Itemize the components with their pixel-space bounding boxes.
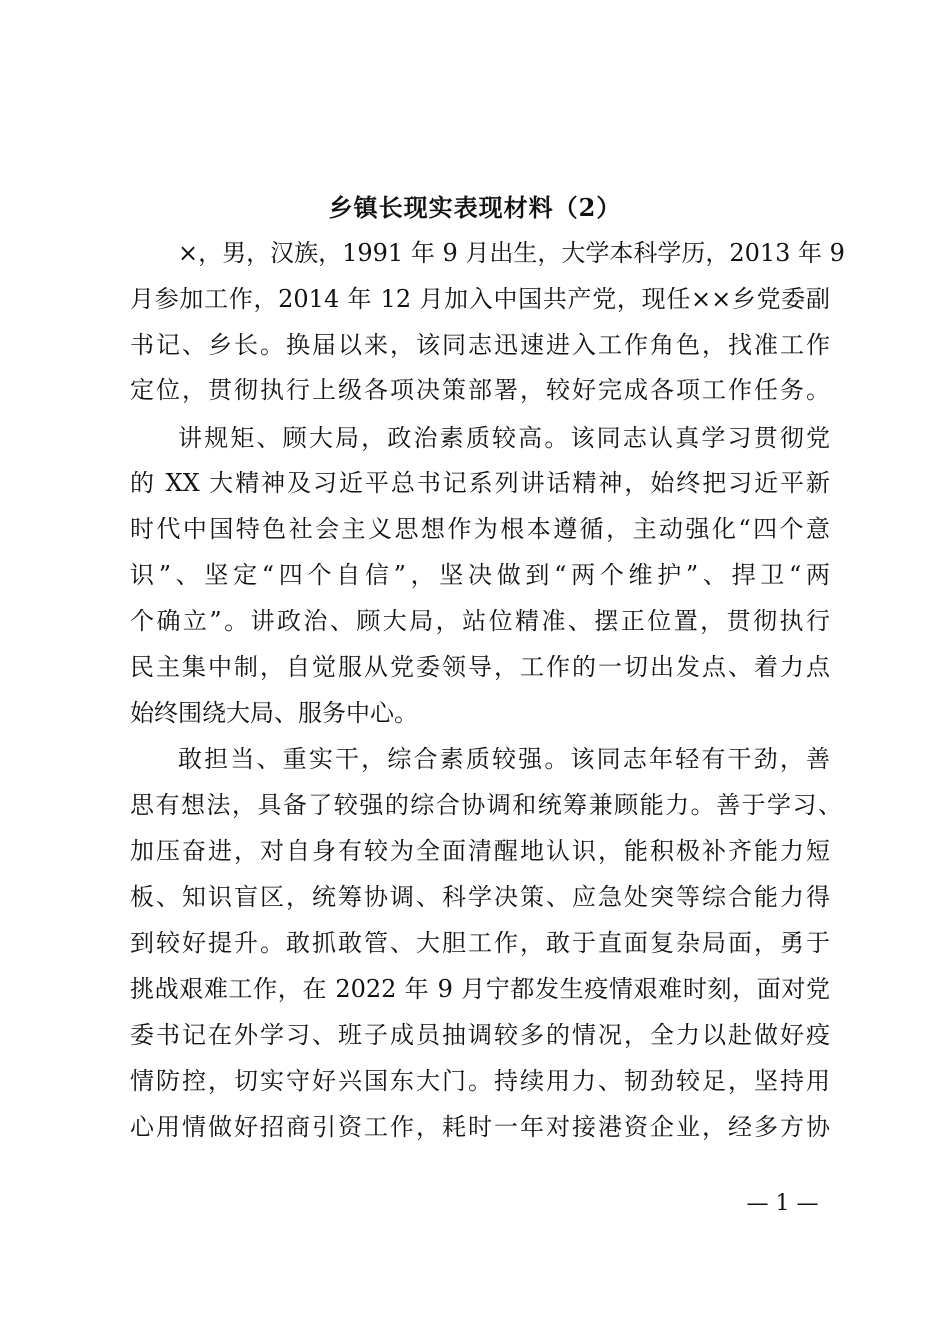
paragraph-3-line-6: 挑战艰难工作，在 2022 年 9 月宁都发生疫情艰难时刻，面对党 xyxy=(130,975,830,1003)
paragraph-1-line-4: 定位，贯彻执行上级各项决策部署，较好完成各项工作任务。 xyxy=(130,376,830,404)
paragraph-2-line-5: 个确立”。讲政治、顾大局，站位精准、摆正位置，贯彻执行 xyxy=(130,607,830,635)
paragraph-2-line-2: 的 XX 大精神及习近平总书记系列讲话精神，始终把习近平新 xyxy=(130,469,830,497)
paragraph-3-line-7: 委书记在外学习、班子成员抽调较多的情况，全力以赴做好疫 xyxy=(130,1021,830,1049)
paragraph-1-line-3: 书记、乡长。换届以来，该同志迅速进入工作角色，找准工作 xyxy=(130,331,830,359)
paragraph-3-line-3: 加压奋进，对自身有较为全面清醒地认识，能积极补齐能力短 xyxy=(130,837,830,865)
paragraph-3-line-8: 情防控，切实守好兴国东大门。持续用力、韧劲较足，坚持用 xyxy=(130,1067,830,1095)
paragraph-2-line-1: 讲规矩、顾大局，政治素质较高。该同志认真学习贯彻党 xyxy=(178,424,830,452)
paragraph-1-line-1: ×，男，汉族，1991 年 9 月出生，大学本科学历，2013 年 9 xyxy=(178,239,845,267)
paragraph-2-line-3: 时代中国特色社会主义思想作为根本遵循，主动强化“四个意 xyxy=(130,515,830,543)
paragraph-1-line-2: 月参加工作，2014 年 12 月加入中国共产党，现任××乡党委副 xyxy=(130,285,830,313)
paragraph-3-line-4: 板、知识盲区，统筹协调、科学决策、应急处突等综合能力得 xyxy=(130,883,830,911)
paragraph-2-line-6: 民主集中制，自觉服从党委领导，工作的一切出发点、着力点 xyxy=(130,653,830,681)
document-title: 乡镇长现实表现材料（2） xyxy=(328,193,622,222)
paragraph-2-line-7: 始终围绕大局、服务中心。 xyxy=(130,699,418,727)
paragraph-3-line-9: 心用情做好招商引资工作，耗时一年对接港资企业，经多方协 xyxy=(130,1113,830,1141)
paragraph-3-line-5: 到较好提升。敢抓敢管、大胆工作，敢于直面复杂局面，勇于 xyxy=(130,929,830,957)
page-number: — 1 — xyxy=(746,1191,819,1216)
paragraph-3-line-2: 思有想法，具备了较强的综合协调和统筹兼顾能力。善于学习、 xyxy=(130,791,842,819)
paragraph-2-line-4: 识”、坚定“四个自信”，坚决做到“两个维护”、捍卫“两 xyxy=(130,561,830,589)
paragraph-3-line-1: 敢担当、重实干，综合素质较强。该同志年轻有干劲，善 xyxy=(178,745,830,773)
